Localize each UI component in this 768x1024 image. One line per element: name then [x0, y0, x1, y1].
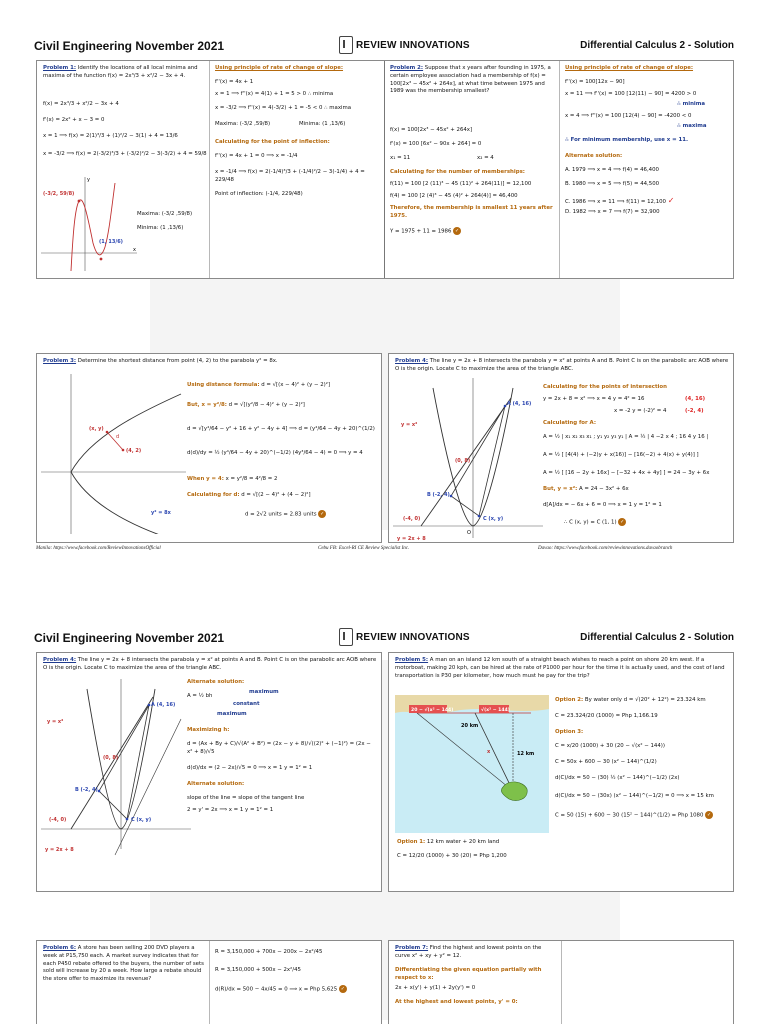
p5-option-2-heading: Option 2: [555, 697, 584, 703]
p7-derivative-eq: 2x + x(y') + y(1) + 2y(y') = 0 [395, 985, 476, 991]
ri-logo-icon [339, 36, 353, 54]
p3-distance-row [187, 382, 330, 390]
answer-badge-icon: ✓ [455, 228, 460, 234]
problem-4-statement [395, 358, 729, 374]
p3-x-value: x = y²/8 = 4²/8 = 2 [225, 476, 278, 482]
p1-min-label: (1, 13/6) [99, 239, 123, 245]
p3-expanded-eq: d = √[y⁴/64 − y² + 16 + y² − 4y + 4] ⟹ d = (y⁴/64 − 4y + 20)^(1/2) [187, 426, 375, 432]
problem-7-title: Problem 7: [395, 945, 429, 951]
p2-answer [390, 227, 461, 236]
p3-distance-eq: d = √[(x − 4)² + (y − 2)²] [261, 382, 331, 388]
p3-graph [41, 374, 186, 534]
problem-4b-text: The line y = 2x + 8 intersects the parabola y = x² at points A and B. Point C is on the parabolic arc AOB where O is the origin. Locate C to maximize the area of the triangle ABC. [43, 657, 377, 671]
p6-revenue-2: R = 3,150,000 + 500x − 2x²/45 [215, 967, 301, 973]
p4b-heading-alternate: Alternate solution: [187, 679, 245, 685]
check-mark-icon: ✓ [667, 196, 675, 205]
p2-choice-c-row [565, 195, 674, 207]
problem-5-title: Problem 5: [395, 657, 429, 663]
p3-heading-when: When y = 4: [187, 476, 224, 482]
problem-4-title: Problem 4: [395, 358, 429, 364]
p4-answer [564, 518, 626, 527]
p1-eq-fx: f(x) = 2x³/3 + x²/2 − 3x + 4 [43, 101, 119, 107]
p4-label-b: B (-2, 4) [427, 492, 450, 498]
p4b-constant-label: constant [233, 701, 260, 707]
p4b-label-08: (0, 8) [103, 755, 119, 761]
p4b-maximum-label: maximum [249, 689, 279, 695]
p1-minima-test: x = 1 ⟹ f''(x) = 4(1) + 1 = 5 > 0 ∴ minima [215, 91, 334, 97]
p4-intersection-1: y = 2x + 8 = x² ⟹ x = 4 y = 4² = 16 [543, 396, 645, 402]
p4-label-line: y = 2x + 8 [397, 536, 426, 542]
p4b-label-40: (-4, 0) [49, 817, 67, 823]
p7-heading-differentiate: Differentiating the given equation partially with respect to x: [395, 967, 542, 981]
p4b-label-a: A (4, 16) [151, 702, 176, 708]
p4b-heading-maximizing: Maximizing h: [187, 727, 230, 733]
p1-eq-x2: x = -3/2 ⟹ f(x) = 2(-3/2)³/3 + (-3/2)²/2 − 3(-3/2) + 4 = 59/8 [43, 151, 207, 157]
header-title: Civil Engineering November 2021 [34, 631, 225, 645]
p2-heading-alternate: Alternate solution: [565, 153, 623, 159]
p4b-label-line: y = 2x + 8 [45, 847, 74, 853]
p1-inflection-eq: f''(x) = 4x + 1 = 0 ⟹ x = -1/4 [215, 153, 298, 159]
problem-2-text: Suppose that x years after founding in 1975, a certain employee association had a membership of f(x) = 100[2x³ − 45x² + 264x], at what time between 1975 and 1989 was the membership smallest? [390, 65, 551, 95]
p5-answer-text: C = 50 (15) + 600 − 30 (15² − 144)^(1/2) = Php 1080 [555, 812, 704, 819]
p5-option-3-eq-c: d(C)/dx = 50 − (30) ½ (x² − 144)^(−1/2) (2x) [555, 775, 680, 781]
problem-6-text: A store has been selling 200 DVD players a week at P15,750 each. A market survey indicates that for each P450 rebate offered to the buyers, the number of sets sold will increase by 20 a week. How large a rebate should the store offer to maximize its revenue? [43, 945, 204, 983]
p4-point-a: (4, 16) [685, 396, 706, 402]
p4-but-row [543, 486, 629, 494]
p2-eq-derivative: f'(x) = 100 [6x² − 90x + 264] = 0 [390, 141, 482, 147]
p2-test-11: x = 11 ⟹ f''(x) = 100 [12(11) − 90] = 4200 > 0 [565, 91, 697, 97]
p3-heading-calc: Calculating for d: [187, 492, 240, 498]
p1-max-label: (-3/2, 59/8) [43, 191, 75, 197]
p3-but-row [187, 402, 305, 410]
p4b-heading-alternate-2: Alternate solution: [187, 781, 245, 787]
p1-maxima: Maxima: (-3/2 ,59/8) [137, 211, 193, 217]
p3-answer [245, 510, 326, 519]
p5-option-3-eq-d: d(C)/dx = 50 − (30x) (x² − 144)^(−1/2) = 0 ⟹ x = 15 km [555, 793, 714, 799]
problem-2-statement [390, 65, 555, 96]
footer-manila: Manila: https://www.facebook.com/ReviewInnovationsOfficial [36, 546, 161, 551]
header-title: Civil Engineering November 2021 [34, 39, 225, 53]
p1-axis-y: y [87, 177, 90, 183]
p4-intersection-2: x = -2 y = (-2)² = 4 [614, 408, 667, 414]
p3-label-42: (4, 2) [126, 448, 142, 454]
p3-label-d: d [116, 434, 120, 440]
review-innovations-logo [339, 627, 470, 647]
answer-badge-icon: ✓ [340, 986, 345, 992]
panel-problem-6 [36, 940, 382, 1024]
problem-4b-statement [43, 657, 377, 673]
p5-option-3-heading: Option 3: [555, 729, 584, 735]
p4-heading-area: Calculating for A: [543, 420, 596, 426]
p6-answer-text: d(R)/dx = 500 − 4x/45 = 0 ⟹ x = Php 5,625 [215, 986, 338, 993]
problem-4b-title: Problem 4: [43, 657, 77, 663]
p6-revenue-1: R = 3,150,000 + 700x − 200x − 2x²/45 [215, 949, 323, 955]
problem-7-text: Find the highest and lowest points on the curve x² + xy + y² = 12. [395, 945, 542, 959]
p4b-graph [41, 679, 191, 859]
p2-root-2: x₂ = 4 [477, 155, 494, 161]
p1-inflection-value: x = -1/4 ⟹ f(x) = 2(-1/4)³/3 + (-1/4)²/2 − 3(-1/4) + 4 = 229/48 [215, 169, 365, 183]
p4-heading-intersection: Calculating for the points of intersection [543, 384, 667, 390]
p4b-slope-result: 2 = y' = 2x ⟹ x = 1 y = 1² = 1 [187, 807, 274, 813]
p3-answer-text: d = 2√2 units = 2.83 units [245, 511, 317, 518]
panel-problem-5 [388, 652, 734, 892]
p4b-label-c: C (x, y) [131, 817, 152, 823]
p4-area-in-x: A = 24 − 3x² + 6x [578, 486, 629, 492]
p2-minima-label: ∴ minima [677, 101, 706, 107]
p4-heading-but: But, y = x²: [543, 486, 578, 492]
p5-option-2-cost: C = 23.324/20 (1000) = Php 1,166.19 [555, 713, 658, 719]
p1-maxima-test: x = -3/2 ⟹ f''(x) = 4(-3/2) + 1 = -5 < 0 ∴ maxima [215, 105, 352, 111]
p3-d-eq: d = √[(2 − 4)² + (4 − 2)²] [241, 492, 311, 498]
problem-1-text: Identify the locations of all local minima and maxima of the function f(x) = 2x³/3 + x²/2 − 3x + 4. [43, 65, 198, 79]
header-subtitle: Differential Calculus 2 - Solution [580, 40, 734, 51]
p5-option-2-row [555, 697, 706, 705]
p2-choice-b: B. 1980 ⟹ x = 5 ⟹ f(5) = 44,500 [565, 181, 660, 187]
p3-derivative-eq: d(d)/dy = ½ (y⁴/64 − 4y + 20)^(−1/2) (4y³/64 − 4) = 0 ⟹ y = 4 [187, 450, 363, 456]
p1-eq-derivative: f'(x) = 2x² + x − 3 = 0 [43, 117, 105, 123]
answer-badge-icon: ✓ [707, 812, 712, 818]
p2-root-1: x₁ = 11 [390, 155, 411, 161]
p2-choice-a: A. 1979 ⟹ x = 4 ⟹ f(4) = 46,400 [565, 167, 659, 173]
p2-second-derivative: f''(x) = 100[12x − 90] [565, 79, 625, 85]
p1-heading-inflection: Calculating for the point of inflection: [215, 139, 330, 145]
page-1 [0, 30, 768, 542]
p4-label-a: A (4, 16) [507, 401, 532, 407]
answer-badge-icon: ✓ [320, 511, 325, 517]
panel-problem-4 [388, 353, 734, 543]
p4b-label-parabola: y = x² [47, 719, 64, 725]
p4-derivative: d[A]/dx = − 6x + 6 = 0 ⟹ x = 1 y = 1² = 1 [543, 502, 662, 508]
problem-5-text: A man on an island 12 km south of a straight beach wishes to reach a point on shore 20 km west. If a motorboat, making 20 kph, can be hired at the rate of P1000 per hour for the time it is actually used, and the cost of land transportation is P30 per kilometer, how much must he pay for the trip? [395, 657, 725, 679]
page-2 [0, 622, 768, 1024]
p6-answer [215, 985, 347, 994]
problem-1-title: Problem 1: [43, 65, 77, 71]
p1-maxima-result: Maxima: (-3/2 ,59/8) [215, 121, 271, 127]
p1-second-derivative: f''(x) = 4x + 1 [215, 79, 254, 85]
p4-label-parabola: y = x² [401, 422, 418, 428]
p3-heading-but: But, x = y²/8: [187, 402, 227, 408]
p3-when-row [187, 476, 277, 484]
p5-label-12km: 12 km [517, 751, 535, 757]
page-header [34, 627, 734, 649]
p5-option-1-heading: Option 1: [397, 839, 426, 845]
p4b-derivative: d(d)/dx = (2 − 2x)/√5 = 0 ⟹ x = 1 y = 1² = 1 [187, 765, 313, 771]
p3-label-parabola: y² = 8x [151, 510, 171, 516]
footer-davao: Davao: https://www.facebook.com/reviewinnovations.davaobranch [538, 546, 673, 551]
p1-axis-x: x [133, 247, 136, 253]
p5-diagram [395, 695, 549, 833]
panel-problem-7 [388, 940, 734, 1024]
p1-minima: Minima: (1 ,13/6) [137, 225, 184, 231]
p2-f4: f(4) = 100 [2 (4)³ − 45 (4)² + 264(4)] = 46,400 [390, 193, 518, 199]
p2-maxima-label: ∴ maxima [677, 123, 707, 129]
problem-5-statement [395, 657, 729, 680]
p5-option-1-cost: C = 12/20 (1000) + 30 (20) = Php 1,200 [397, 853, 507, 859]
problem-3-text: Determine the shortest distance from point (4, 2) to the parabola y² = 8x. [77, 358, 278, 364]
p1-inflection-point: Point of inflection: (-1/4, 229/48) [215, 191, 303, 197]
p2-answer-text: Y = 1975 + 11 = 1986 [390, 228, 452, 235]
p3-calc-row [187, 492, 311, 500]
panel-problem-4-alt [36, 652, 382, 892]
p2-test-4: x = 4 ⟹ f''(x) = 100 [12(4) − 90] = -4200 < 0 [565, 113, 692, 119]
p1-heading-slope: Using principle of rate of change of slope: [215, 65, 344, 71]
p4-graph [393, 378, 543, 542]
p4b-distance-formula: d = (Ax + By + C)/√(A² + B²) = (2x − y + 8)/√((2)² + (−1)²) = (2x − x² + 8)/√5 [187, 741, 371, 755]
panel-problems-1-2 [36, 60, 734, 279]
p4b-maximum-label-2: maximum [217, 711, 247, 717]
p5-label-20-minus: 20 − √(x² − 144) [411, 708, 454, 713]
logo-text: REVIEW INNOVATIONS [356, 631, 470, 643]
p1-minima-result: Minima: (1 ,13/6) [299, 121, 346, 127]
p3-label-xy: (x, y) [89, 426, 104, 432]
ri-logo-icon [339, 628, 353, 646]
p4b-label-b: B (-2, 4) [75, 787, 98, 793]
review-innovations-logo [339, 35, 470, 55]
problem-3-title: Problem 3: [43, 358, 77, 364]
p2-choice-d: D. 1982 ⟹ x = 7 ⟹ f(7) = 32,900 [565, 209, 660, 215]
p3-substituted-eq: d = √[(y²/8 − 4)² + (y − 2)²] [228, 402, 305, 408]
p5-option-2-text: By water only d = √(20² + 12²) = 23.324 km [584, 697, 706, 703]
p2-min-membership: ∴ For minimum membership, use x = 11. [565, 137, 689, 143]
p1-graph [41, 173, 141, 273]
p5-option-1-row [397, 839, 499, 847]
p4-area-expand: A = ½ [ [4(4) + (−2)y + x(16)] − [16(−2) + 4(x) + y(4)] ] [543, 452, 699, 458]
p3-heading-distance: Using distance formula: [187, 382, 260, 388]
p2-f11: f(11) = 100 [2 (11)³ − 45 (11)² + 264(11)] = 12,100 [390, 181, 532, 187]
p7-heading-extreme: At the highest and lowest points, y' = 0: [395, 999, 518, 1005]
header-subtitle: Differential Calculus 2 - Solution [580, 632, 734, 643]
p4-label-o: O [467, 530, 471, 536]
problem-1-statement [43, 65, 205, 81]
p5-option-3-eq-a: C = x/20 (1000) + 30 (20 − √(x² − 144)) [555, 743, 665, 749]
p4-label-08: (0, 8) [455, 458, 471, 464]
p5-option-1-text: 12 km water + 20 km land [426, 839, 500, 845]
logo-text: REVIEW INNOVATIONS [356, 39, 470, 51]
page-header [34, 35, 734, 57]
p4-area-simplified: A = ½ [ [16 − 2y + 16x] − [−32 + 4x + 4y] ] = 24 − 3y + 6x [543, 470, 710, 476]
p5-option-3-eq-b: C = 50x + 600 − 30 (x² − 144)^(1/2) [555, 759, 657, 765]
problem-7-statement [395, 945, 557, 961]
footer-cebu: Cebu FB: Excel-RI CE Review Specialist Inc. [318, 546, 410, 551]
problem-2-title: Problem 2: [390, 65, 424, 71]
p4-label-40: (-4, 0) [403, 516, 421, 522]
p4b-area-formula: A = ½ bh [187, 693, 213, 699]
p2-choice-c: C. 1986 ⟹ x = 11 ⟹ f(11) = 12,100 [565, 199, 666, 205]
p5-label-20km: 20 km [461, 723, 479, 729]
p5-label-x: x [487, 749, 491, 755]
p4-label-c: C (x, y) [483, 516, 504, 522]
p5-label-x144: √(x² − 144) [481, 708, 510, 713]
problem-3-statement [43, 358, 278, 366]
p4-area-determinant: A = ½ | x₁ x₂ x₃ x₁ ; y₁ y₂ y₃ y₁ | A = ½ | 4 −2 x 4 ; 16 4 y 16 | [543, 434, 709, 440]
problem-4-text: The line y = 2x + 8 intersects the parabola y = x² at points A and B. Point C is on the parabolic arc AOB where O is the origin. Locate C to maximize the area of the triangle ABC. [395, 358, 729, 372]
p4b-slope-statement: slope of the line = slope of the tangent line [187, 795, 305, 801]
problem-6-statement [43, 945, 205, 984]
problem-6-title: Problem 6: [43, 945, 77, 951]
panel-problem-3 [36, 353, 382, 543]
p5-answer [555, 811, 713, 820]
p4-point-b: (-2, 4) [685, 408, 704, 414]
p1-eq-x1: x = 1 ⟹ f(x) = 2(1)³/3 + (1)²/2 − 3(1) + 4 = 13/6 [43, 133, 178, 139]
p2-heading-slope: Using principle of rate of change of slope: [565, 65, 694, 71]
p4-answer-text: ∴ C (x, y) = C (1, 1) [564, 519, 617, 526]
p2-heading-memberships: Calculating for the number of memberships: [390, 169, 525, 175]
p2-eq-fx: f(x) = 100[2x³ − 45x² + 264x] [390, 127, 473, 133]
p2-conclusion: Therefore, the membership is smallest 11 years after 1975. [390, 205, 553, 219]
answer-badge-icon: ✓ [620, 519, 625, 525]
